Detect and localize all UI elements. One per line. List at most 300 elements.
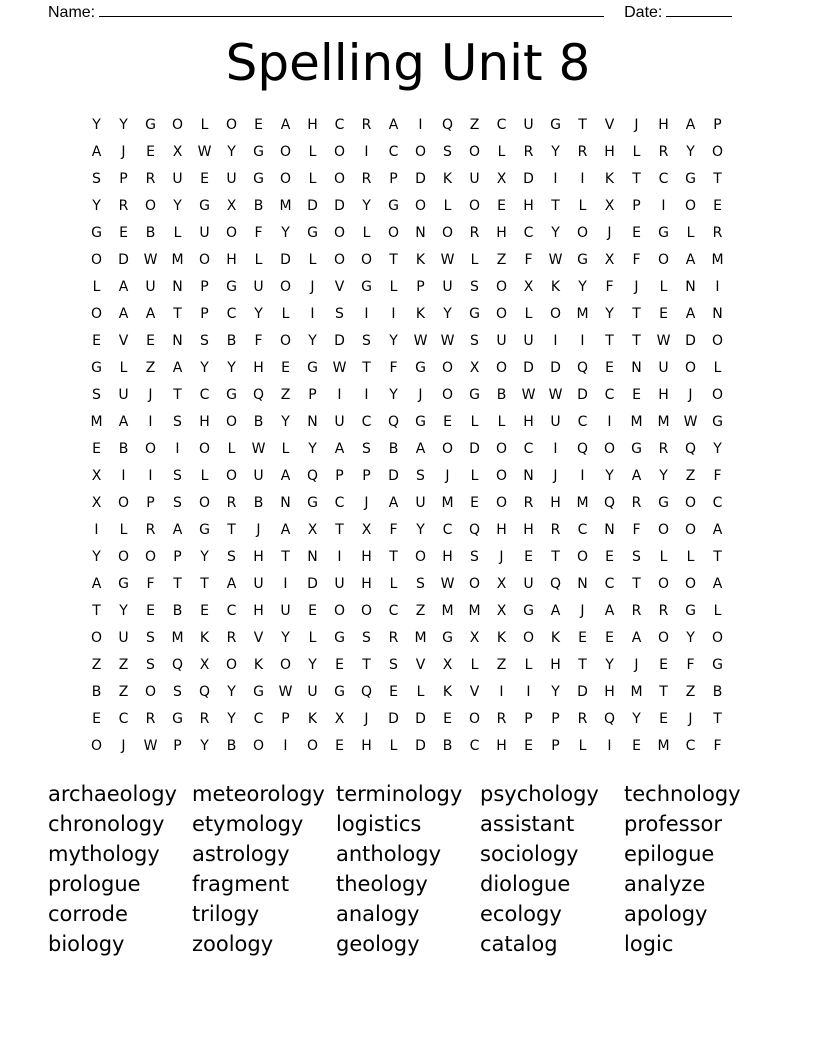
grid-letter[interactable]: J <box>364 494 369 511</box>
grid-letter[interactable]: O <box>657 575 670 592</box>
grid-letter[interactable]: B <box>91 683 102 700</box>
grid-letter[interactable]: G <box>415 359 426 376</box>
grid-letter[interactable]: T <box>335 521 344 538</box>
grid-letter[interactable]: G <box>388 197 399 214</box>
grid-letter[interactable]: Y <box>92 116 101 133</box>
grid-letter[interactable]: Y <box>200 359 209 376</box>
grid-letter[interactable]: A <box>280 467 291 484</box>
grid-letter[interactable]: A <box>712 521 723 538</box>
grid-letter[interactable]: P <box>389 170 398 187</box>
grid-letter[interactable]: E <box>578 629 587 646</box>
grid-letter[interactable]: L <box>92 278 101 295</box>
grid-letter[interactable]: S <box>92 386 101 403</box>
grid-letter[interactable]: J <box>499 548 504 565</box>
grid-letter[interactable]: R <box>226 494 237 511</box>
grid-letter[interactable]: B <box>442 737 453 754</box>
grid-letter[interactable]: I <box>283 575 288 592</box>
grid-letter[interactable]: E <box>497 197 506 214</box>
grid-letter[interactable]: O <box>279 656 292 673</box>
grid-letter[interactable]: U <box>172 170 183 187</box>
grid-letter[interactable]: A <box>145 305 156 322</box>
grid-letter[interactable]: L <box>281 440 290 457</box>
grid-letter[interactable]: A <box>91 575 102 592</box>
name-field[interactable] <box>99 0 604 17</box>
grid-letter[interactable]: E <box>632 737 641 754</box>
grid-letter[interactable]: R <box>577 143 588 160</box>
grid-letter[interactable]: I <box>553 440 558 457</box>
grid-letter[interactable]: B <box>226 737 237 754</box>
grid-letter[interactable]: Q <box>252 386 265 403</box>
grid-letter[interactable]: D <box>415 737 426 754</box>
grid-letter[interactable]: O <box>495 305 508 322</box>
grid-letter[interactable]: R <box>361 116 372 133</box>
grid-letter[interactable]: O <box>90 629 103 646</box>
grid-letter[interactable]: H <box>307 116 318 133</box>
grid-letter[interactable]: A <box>334 440 345 457</box>
grid-letter[interactable]: Q <box>684 440 697 457</box>
grid-letter[interactable]: J <box>418 386 423 403</box>
grid-letter[interactable]: I <box>715 278 720 295</box>
grid-letter[interactable]: I <box>607 737 612 754</box>
grid-letter[interactable]: H <box>496 224 507 241</box>
grid-letter[interactable]: G <box>91 359 102 376</box>
grid-letter[interactable]: W <box>440 575 455 592</box>
grid-letter[interactable]: T <box>200 575 209 592</box>
grid-letter[interactable]: J <box>634 656 639 673</box>
grid-letter[interactable]: E <box>524 737 533 754</box>
grid-letter[interactable]: A <box>631 467 642 484</box>
grid-letter[interactable]: I <box>391 305 396 322</box>
grid-letter[interactable]: G <box>226 278 237 295</box>
grid-letter[interactable]: A <box>685 305 696 322</box>
grid-letter[interactable]: B <box>712 683 723 700</box>
grid-letter[interactable]: O <box>495 359 508 376</box>
grid-letter[interactable]: G <box>469 386 480 403</box>
grid-letter[interactable]: C <box>226 602 237 619</box>
grid-letter[interactable]: U <box>523 332 534 349</box>
grid-letter[interactable]: P <box>146 494 155 511</box>
grid-letter[interactable]: K <box>550 278 561 295</box>
grid-letter[interactable]: V <box>469 683 480 700</box>
grid-letter[interactable]: A <box>550 602 561 619</box>
grid-letter[interactable]: M <box>630 413 643 430</box>
grid-letter[interactable]: A <box>280 116 291 133</box>
grid-letter[interactable]: B <box>118 440 129 457</box>
grid-letter[interactable]: C <box>523 440 534 457</box>
grid-letter[interactable]: T <box>362 359 371 376</box>
grid-letter[interactable]: S <box>227 548 236 565</box>
grid-letter[interactable]: U <box>226 170 237 187</box>
grid-letter[interactable]: O <box>684 521 697 538</box>
grid-letter[interactable]: M <box>468 602 481 619</box>
grid-letter[interactable]: I <box>175 440 180 457</box>
grid-letter[interactable]: H <box>604 683 615 700</box>
grid-letter[interactable]: A <box>388 494 399 511</box>
grid-letter[interactable]: K <box>307 710 318 727</box>
grid-letter[interactable]: G <box>118 575 129 592</box>
grid-letter[interactable]: O <box>171 116 184 133</box>
grid-letter[interactable]: O <box>225 413 238 430</box>
grid-letter[interactable]: K <box>415 251 426 268</box>
grid-letter[interactable]: U <box>658 359 669 376</box>
grid-letter[interactable]: O <box>414 197 427 214</box>
grid-letter[interactable]: K <box>550 629 561 646</box>
grid-letter[interactable]: W <box>251 440 266 457</box>
grid-letter[interactable]: P <box>173 548 182 565</box>
grid-letter[interactable]: O <box>198 440 211 457</box>
grid-letter[interactable]: A <box>91 143 102 160</box>
grid-letter[interactable]: F <box>713 467 722 484</box>
grid-letter[interactable]: S <box>173 683 182 700</box>
grid-letter[interactable]: C <box>118 710 129 727</box>
grid-letter[interactable]: J <box>256 521 261 538</box>
grid-letter[interactable]: F <box>686 656 695 673</box>
grid-letter[interactable]: Y <box>92 197 101 214</box>
grid-letter[interactable]: L <box>308 170 317 187</box>
grid-letter[interactable]: F <box>389 359 398 376</box>
grid-letter[interactable]: G <box>685 170 696 187</box>
grid-letter[interactable]: C <box>388 143 399 160</box>
grid-letter[interactable]: O <box>360 251 373 268</box>
grid-letter[interactable]: G <box>199 197 210 214</box>
grid-letter[interactable]: C <box>496 116 507 133</box>
grid-letter[interactable]: S <box>173 494 182 511</box>
grid-letter[interactable]: F <box>254 332 263 349</box>
grid-letter[interactable]: Y <box>389 386 398 403</box>
grid-letter[interactable]: T <box>362 656 371 673</box>
grid-letter[interactable]: I <box>121 467 126 484</box>
grid-letter[interactable]: O <box>225 467 238 484</box>
grid-letter[interactable]: R <box>577 710 588 727</box>
grid-letter[interactable]: O <box>252 737 265 754</box>
grid-letter[interactable]: E <box>389 683 398 700</box>
grid-letter[interactable]: Y <box>227 359 236 376</box>
grid-letter[interactable]: R <box>145 170 156 187</box>
grid-letter[interactable]: R <box>658 440 669 457</box>
grid-letter[interactable]: G <box>91 224 102 241</box>
grid-letter[interactable]: E <box>200 602 209 619</box>
grid-letter[interactable]: D <box>334 332 345 349</box>
grid-letter[interactable]: T <box>173 386 182 403</box>
grid-letter[interactable]: D <box>280 251 291 268</box>
grid-letter[interactable]: H <box>442 548 453 565</box>
grid-letter[interactable]: M <box>441 494 454 511</box>
grid-letter[interactable]: H <box>658 116 669 133</box>
grid-letter[interactable]: Q <box>603 494 616 511</box>
grid-letter[interactable]: U <box>469 170 480 187</box>
grid-letter[interactable]: I <box>580 332 585 349</box>
grid-letter[interactable]: O <box>684 359 697 376</box>
grid-letter[interactable]: S <box>92 170 101 187</box>
grid-letter[interactable]: Q <box>387 413 400 430</box>
grid-letter[interactable]: L <box>389 575 398 592</box>
grid-letter[interactable]: O <box>117 548 130 565</box>
grid-letter[interactable]: I <box>337 386 342 403</box>
grid-letter[interactable]: G <box>523 602 534 619</box>
grid-letter[interactable]: N <box>415 224 426 241</box>
grid-letter[interactable]: T <box>632 575 641 592</box>
grid-letter[interactable]: X <box>523 278 534 295</box>
grid-letter[interactable]: W <box>143 251 158 268</box>
grid-letter[interactable]: X <box>496 575 507 592</box>
grid-letter[interactable]: H <box>658 386 669 403</box>
grid-letter[interactable]: E <box>92 710 101 727</box>
grid-letter[interactable]: N <box>280 494 291 511</box>
grid-letter[interactable]: Q <box>603 710 616 727</box>
grid-letter[interactable]: D <box>334 197 345 214</box>
grid-letter[interactable]: F <box>713 737 722 754</box>
grid-letter[interactable]: E <box>605 359 614 376</box>
grid-letter[interactable]: X <box>334 710 345 727</box>
grid-letter[interactable]: K <box>496 629 507 646</box>
grid-letter[interactable]: Z <box>469 116 480 133</box>
grid-letter[interactable]: E <box>146 143 155 160</box>
grid-letter[interactable]: Y <box>227 143 236 160</box>
grid-letter[interactable]: O <box>144 683 157 700</box>
grid-letter[interactable]: D <box>550 359 561 376</box>
grid-letter[interactable]: S <box>416 467 425 484</box>
grid-letter[interactable]: A <box>226 575 237 592</box>
grid-letter[interactable]: Q <box>171 656 184 673</box>
grid-letter[interactable]: E <box>281 359 290 376</box>
grid-letter[interactable]: P <box>551 737 560 754</box>
grid-letter[interactable]: T <box>578 656 587 673</box>
grid-letter[interactable]: Z <box>118 656 129 673</box>
grid-letter[interactable]: R <box>631 494 642 511</box>
grid-letter[interactable]: F <box>605 278 614 295</box>
grid-letter[interactable]: C <box>334 116 345 133</box>
grid-letter[interactable]: M <box>657 737 670 754</box>
grid-letter[interactable]: B <box>172 602 183 619</box>
grid-letter[interactable]: O <box>117 494 130 511</box>
grid-letter[interactable]: O <box>144 548 157 565</box>
grid-letter[interactable]: Y <box>200 548 209 565</box>
grid-letter[interactable]: D <box>415 170 426 187</box>
grid-letter[interactable]: L <box>308 629 317 646</box>
grid-letter[interactable]: C <box>604 575 615 592</box>
grid-letter[interactable]: I <box>418 116 423 133</box>
grid-letter[interactable]: U <box>199 224 210 241</box>
grid-letter[interactable]: M <box>414 629 427 646</box>
grid-letter[interactable]: Z <box>685 467 696 484</box>
grid-letter[interactable]: U <box>253 575 264 592</box>
grid-letter[interactable]: Z <box>496 656 507 673</box>
grid-letter[interactable]: W <box>413 332 428 349</box>
grid-letter[interactable]: J <box>121 737 126 754</box>
grid-letter[interactable]: V <box>334 278 345 295</box>
grid-letter[interactable]: Y <box>92 548 101 565</box>
grid-letter[interactable]: W <box>440 251 455 268</box>
grid-letter[interactable]: I <box>364 143 369 160</box>
grid-letter[interactable]: O <box>90 305 103 322</box>
grid-letter[interactable]: X <box>469 359 480 376</box>
grid-letter[interactable]: R <box>523 143 534 160</box>
grid-letter[interactable]: D <box>307 575 318 592</box>
grid-letter[interactable]: Y <box>551 143 560 160</box>
grid-letter[interactable]: W <box>332 359 347 376</box>
grid-letter[interactable]: G <box>658 224 669 241</box>
grid-letter[interactable]: V <box>415 656 426 673</box>
grid-letter[interactable]: L <box>713 359 722 376</box>
grid-letter[interactable]: P <box>632 197 641 214</box>
grid-letter[interactable]: I <box>661 197 666 214</box>
grid-letter[interactable]: T <box>578 116 587 133</box>
grid-letter[interactable]: C <box>442 521 453 538</box>
grid-letter[interactable]: S <box>146 656 155 673</box>
grid-letter[interactable]: X <box>91 467 102 484</box>
grid-letter[interactable]: U <box>415 494 426 511</box>
grid-letter[interactable]: E <box>146 332 155 349</box>
grid-letter[interactable]: L <box>443 197 452 214</box>
grid-letter[interactable]: G <box>253 683 264 700</box>
grid-letter[interactable]: B <box>253 197 264 214</box>
grid-letter[interactable]: L <box>659 278 668 295</box>
grid-letter[interactable]: A <box>685 251 696 268</box>
grid-letter[interactable]: J <box>310 278 315 295</box>
grid-letter[interactable]: E <box>92 440 101 457</box>
grid-letter[interactable]: V <box>253 629 264 646</box>
grid-letter[interactable]: H <box>253 359 264 376</box>
grid-letter[interactable]: G <box>577 251 588 268</box>
grid-letter[interactable]: O <box>198 494 211 511</box>
grid-letter[interactable]: Y <box>254 305 263 322</box>
grid-letter[interactable]: P <box>281 710 290 727</box>
grid-letter[interactable]: A <box>280 521 291 538</box>
grid-letter[interactable]: T <box>173 575 182 592</box>
grid-letter[interactable]: W <box>197 143 212 160</box>
grid-letter[interactable]: T <box>713 548 722 565</box>
grid-letter[interactable]: O <box>468 575 481 592</box>
grid-letter[interactable]: D <box>523 170 534 187</box>
grid-letter[interactable]: B <box>226 332 237 349</box>
grid-letter[interactable]: U <box>334 575 345 592</box>
grid-letter[interactable]: P <box>416 278 425 295</box>
grid-letter[interactable]: H <box>604 143 615 160</box>
grid-letter[interactable]: T <box>659 683 668 700</box>
grid-letter[interactable]: Y <box>281 629 290 646</box>
grid-letter[interactable]: G <box>631 440 642 457</box>
grid-letter[interactable]: U <box>523 575 534 592</box>
grid-letter[interactable]: X <box>226 197 237 214</box>
grid-letter[interactable]: S <box>470 332 479 349</box>
grid-letter[interactable]: O <box>414 143 427 160</box>
grid-letter[interactable]: A <box>118 413 129 430</box>
grid-letter[interactable]: S <box>389 656 398 673</box>
grid-letter[interactable]: Q <box>576 359 589 376</box>
grid-letter[interactable]: E <box>605 548 614 565</box>
grid-letter[interactable]: S <box>200 332 209 349</box>
grid-letter[interactable]: O <box>495 440 508 457</box>
grid-letter[interactable]: G <box>469 305 480 322</box>
grid-letter[interactable]: E <box>443 710 452 727</box>
grid-letter[interactable]: O <box>441 359 454 376</box>
grid-letter[interactable]: U <box>550 413 561 430</box>
grid-letter[interactable]: N <box>604 521 615 538</box>
grid-letter[interactable]: E <box>119 224 128 241</box>
grid-letter[interactable]: H <box>361 575 372 592</box>
grid-letter[interactable]: E <box>146 602 155 619</box>
grid-letter[interactable]: C <box>577 413 588 430</box>
grid-letter[interactable]: T <box>632 170 641 187</box>
grid-letter[interactable]: F <box>632 251 641 268</box>
grid-letter[interactable]: Y <box>632 710 641 727</box>
grid-letter[interactable]: K <box>415 305 426 322</box>
grid-letter[interactable]: J <box>445 467 450 484</box>
grid-letter[interactable]: L <box>389 278 398 295</box>
grid-letter[interactable]: H <box>226 251 237 268</box>
grid-letter[interactable]: F <box>254 224 263 241</box>
grid-letter[interactable]: M <box>576 494 589 511</box>
grid-letter[interactable]: X <box>604 251 615 268</box>
grid-letter[interactable]: T <box>551 197 560 214</box>
grid-letter[interactable]: J <box>364 710 369 727</box>
grid-letter[interactable]: F <box>146 575 155 592</box>
grid-letter[interactable]: O <box>549 305 562 322</box>
grid-letter[interactable]: I <box>553 170 558 187</box>
grid-letter[interactable]: Y <box>200 737 209 754</box>
grid-letter[interactable]: D <box>523 359 534 376</box>
grid-letter[interactable]: Y <box>443 305 452 322</box>
grid-letter[interactable]: M <box>441 602 454 619</box>
grid-letter[interactable]: M <box>279 197 292 214</box>
grid-letter[interactable]: V <box>118 332 129 349</box>
grid-letter[interactable]: Q <box>360 683 373 700</box>
grid-letter[interactable]: O <box>279 278 292 295</box>
grid-letter[interactable]: O <box>279 170 292 187</box>
grid-letter[interactable]: M <box>90 413 103 430</box>
grid-letter[interactable]: J <box>688 386 693 403</box>
grid-letter[interactable]: I <box>364 386 369 403</box>
grid-letter[interactable]: R <box>118 197 129 214</box>
grid-letter[interactable]: F <box>524 251 533 268</box>
grid-letter[interactable]: W <box>278 683 293 700</box>
grid-letter[interactable]: E <box>659 710 668 727</box>
grid-letter[interactable]: E <box>443 413 452 430</box>
grid-letter[interactable]: R <box>658 602 669 619</box>
grid-letter[interactable]: E <box>632 386 641 403</box>
grid-letter[interactable]: L <box>281 305 290 322</box>
grid-letter[interactable]: R <box>388 629 399 646</box>
grid-letter[interactable]: O <box>657 251 670 268</box>
grid-letter[interactable]: O <box>684 494 697 511</box>
grid-letter[interactable]: W <box>143 737 158 754</box>
grid-letter[interactable]: O <box>684 575 697 592</box>
grid-letter[interactable]: E <box>659 656 668 673</box>
grid-letter[interactable]: U <box>334 413 345 430</box>
grid-letter[interactable]: Y <box>308 656 317 673</box>
grid-letter[interactable]: L <box>470 467 479 484</box>
grid-letter[interactable]: P <box>200 305 209 322</box>
grid-letter[interactable]: H <box>496 737 507 754</box>
grid-letter[interactable]: E <box>524 548 533 565</box>
grid-letter[interactable]: B <box>496 386 507 403</box>
grid-letter[interactable]: E <box>632 224 641 241</box>
grid-letter[interactable]: O <box>90 737 103 754</box>
grid-letter[interactable]: R <box>550 521 561 538</box>
grid-letter[interactable]: Y <box>713 440 722 457</box>
grid-letter[interactable]: P <box>308 386 317 403</box>
grid-letter[interactable]: L <box>227 440 236 457</box>
grid-letter[interactable]: O <box>414 548 427 565</box>
grid-letter[interactable]: A <box>172 521 183 538</box>
grid-letter[interactable]: W <box>683 413 698 430</box>
grid-letter[interactable]: Q <box>198 683 211 700</box>
grid-letter[interactable]: Y <box>389 332 398 349</box>
grid-letter[interactable]: Y <box>605 656 614 673</box>
grid-letter[interactable]: G <box>550 116 561 133</box>
grid-letter[interactable]: B <box>253 494 264 511</box>
grid-letter[interactable]: Z <box>496 251 507 268</box>
